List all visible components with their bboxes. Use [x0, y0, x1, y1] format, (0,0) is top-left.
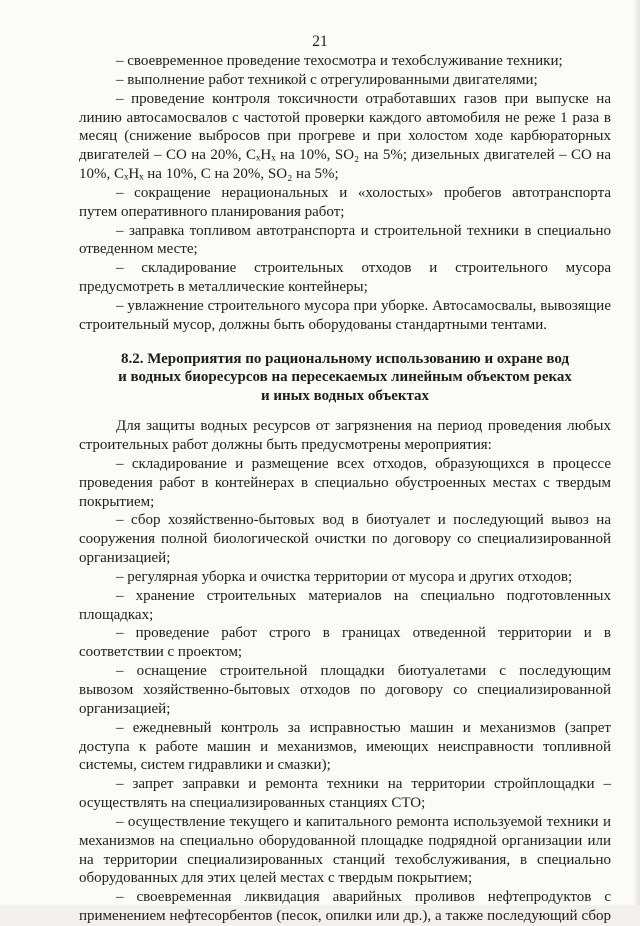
section-heading-line: 8.2. Мероприятия по рациональному использованию и охране вод — [120, 350, 570, 367]
bullet-item: – оснащение строительной площадки биотуалетами с последующим вывозом хозяйственно-бытовых отходов по договору со специализированной организацией; — [79, 663, 611, 717]
intro-paragraph: Для защиты водных ресурсов от загрязнения на период проведения любых строительных работ должны быть предусмотрены мероприятия: — [79, 418, 611, 453]
bullet-item: – своевременная ликвидация аварийных проливов нефтепродуктов с применением нефтесорбентов (песок, опилки или др.), а также последующий сбор — [79, 889, 611, 925]
bullet-item: – сокращение нерациональных и «холостых» пробегов автотранспорта путем оперативного планирования работ; — [79, 184, 611, 220]
bullet-item: – своевременное проведение техосмотра и техобслуживание техники; — [116, 53, 563, 69]
bullet-item: – сбор хозяйственно-бытовых вод в биотуалет и последующий вывоз на сооружения полной биологической очистки по договору со специализированной организацией; — [79, 512, 611, 567]
bullet-item: – выполнение работ техникой с отрегулированными двигателями; — [116, 71, 538, 88]
bullet-item: – складирование строительных отходов и строительного мусора предусмотреть в металлические контейнеры; — [79, 260, 611, 296]
bullet-item: – увлажнение строительного мусора при уборке. Автосамосвалы, вывозящие строительный мусор, должны быть оборудованы стандартными тентами. — [79, 297, 611, 333]
bullet-item: – ежедневный контроль за исправностью машин и механизмов (запрет доступа к работе машин и механизмов, имеющих неисправности топливной системы, систем гидравлики и смазки); — [79, 719, 611, 774]
bullet-item: – запрет заправки и ремонта техники на территории стройплощадки – осуществлять на специализированных станциях СТО; — [79, 776, 611, 812]
section-heading — [79, 350, 611, 406]
bullet-item: – проведение контроля токсичности отработавших газов при выпуске на линию автосамосвалов с частотой проверки каждого автомобиля не реже 1 раза в месяц (снижение выбросов при прогреве и при холостом ходе карбюраторных двигателей – CO на 20%, CₓHₓ на 10%, SO₂ на 5%; дизельных двигателей – CO на 10%, CₓHₓ на 10%, C на 20%, SO₂ на 5%; — [79, 90, 611, 183]
bullet-item: – хранение строительных материалов на специально подготовленных площадках; — [79, 587, 611, 623]
bullet-item: – проведение работ строго в границах отведенной территории и в соответствии с проектом; — [79, 625, 611, 661]
bullet-item: – осуществление текущего и капитального ремонта используемой техники и механизмов на специально оборудованной площадке подрядной организации или на территории специализированных станций техобслуживания, в специально оборудованных для этих целей местах с твердым покрытием; — [79, 813, 611, 887]
bullet-item: – складирование и размещение всех отходов, образующихся в процессе проведения работ в контейнерах в специально обустроенных местах с твердым покрытием; — [79, 455, 611, 510]
section-heading-line: и иных водных объектах — [260, 387, 430, 404]
bullet-item: – заправка топливом автотранспорта и строительной техники в специально отведенном месте; — [79, 222, 611, 258]
section-heading-line: и водных биоресурсов на пересекаемых линейным объектом реках — [118, 369, 572, 386]
page-number: 21 — [312, 33, 328, 50]
page-body — [79, 52, 611, 926]
bullet-item: – регулярная уборка и очистка территории от мусора и других отходов; — [116, 568, 573, 585]
scan-edge — [634, 0, 640, 905]
